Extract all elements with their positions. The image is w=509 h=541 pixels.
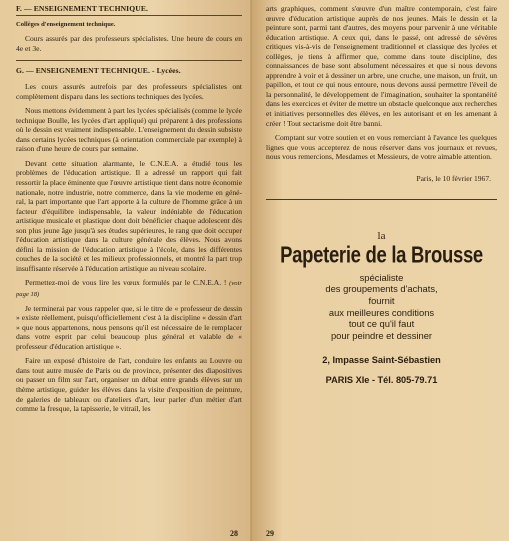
divider xyxy=(16,60,242,61)
section-f-heading: F. — ENSEIGNEMENT TECHNIQUE. xyxy=(16,4,148,13)
left-page xyxy=(0,0,252,541)
page-number-right: 29 xyxy=(266,529,274,538)
voir-page-ref: (voir page 18) xyxy=(16,280,242,299)
section-f-subheading: Collèges d'enseignement technique. xyxy=(16,21,116,28)
paragraph: Faire un exposé d'histoire de l'art, conduire les enfants au Louvre ou dans tout autre musée de Paris ou de province, présenter des diapositives ou passer un film sur l'art, organiser un débat entre grands élèves sur un thème artistique, guider les élèves dans la visite d'exposition de peinture, de galeries de tableaux ou d'ateliers d'art, leur parler d'un métier d'art comme la fresque, la tapisserie, le vitrail, les xyxy=(16,356,242,414)
ad-article: la xyxy=(377,229,386,242)
paragraph: Comptant sur votre soutien et en vous remerciant à l'avance les quelques lignes que vous accepterez de nous réserver dans vos journaux et revues, nous vous remercions, Mesdames et Messieurs, de votre aimable attention. xyxy=(266,133,497,162)
advertisement xyxy=(266,200,497,386)
ad-line: pour peindre et dessiner xyxy=(330,329,433,341)
paragraph: Nous mettons évidemment à part les lycées spécialisés (comme le lycée technique Boulle, les lycées d'art appliqué) qui préparent à des professions où le dessin est vraiment indispensable. L'enseignement du dessin subsiste dans certains lycées techniques (à orientation commerciale par exemple) à raison d'une heure de cours par semaine. xyxy=(16,106,242,154)
paragraph: Devant cette situation alarmante, le C.N.E.A. a étudié tous les problèmes de l'éducation artistique. Il a adressé un rapport qui fait ressortir la place éminente que l'œuvre artistique tient dans notre économie nationale, notre industrie, notre commerce, dans la vie moderne en général, la part importante que l'art apporte à la culture de l'homme grâce à un facteur d'équilibre indispensable, la valeur indéniable de l'éducation artistique musicale et plastique dont doit bénéficier chaque adolescent dès son plus jeune âge jusqu'à ses études supérieures, le rang que doit occuper l'éducation artistique dans la culture générale des élèves. Nous avons défini la mission de l'éducation artistique à l'école, dans les différentes couches de la société et les milieux professionnels, et montré la part trop insuffisante réservée à l'éducation artistique au niveau scolaire. xyxy=(16,158,243,273)
section-g-heading: G. — ENSEIGNEMENT TECHNIQUE. - Lycées. xyxy=(16,66,181,76)
ad-address: 2, Impasse Saint-Sébastien xyxy=(322,355,441,366)
paragraph: arts graphiques, comment s'œuvre d'un maître contemporain, c'est faire œuvre d'éducation artistique auprès de nos jeunes. Mais le dessin et la peinture sont, parmi tant d'autres, des moyens pour parvenir à une véritable éducation artistique. A ceux qui, dans le passé, ont adressé de sévères critiques vis-à-vis de l'enseignement traditionnel et classique des lycées et collèges, je tiens à affirmer que, comme dans toute discipline, des connaissances de base sont absolument nécessaires et que si nous devons apprendre à voir et à dessiner un arbre, une cruche, une maison, un fruit, un papillon, et tout ce qui nous entoure, nous devons aussi permettre l'éveil de la personnalité, le développement de l'imagination, souhaiter la spontanéité dans les exercices et éviter de mettre un obstacle quelconque aux recherches et initiatives personnelles des élèves, en les autorisant et en les amenant à créer ! Tout sectarisme doit être banni. xyxy=(266,4,497,128)
section-f-paragraph: Cours assurés par des professeurs spécialistes. Une heure de cours en 4e et 3e. xyxy=(16,34,242,53)
page-number-left: 28 xyxy=(230,529,238,538)
ad-line: spécialiste xyxy=(359,271,404,283)
ad-line: aux meilleures conditions xyxy=(328,306,435,318)
paragraph: Les cours assurés autrefois par des professeurs spécialistes ont complètement disparu dans les sections techniques des lycées. xyxy=(16,82,242,101)
voeux-text: Permettez-moi de vous lire les vœux formulés par le C.N.E.A. ! xyxy=(25,278,227,288)
ad-brand-name: Papeterie de la Brousse xyxy=(280,241,483,268)
ad-line: des groupements d'achats, xyxy=(325,283,438,295)
right-page xyxy=(252,0,509,541)
divider xyxy=(16,15,242,16)
ad-city-phone: PARIS XIe - Tél. 805-79.71 xyxy=(325,375,438,386)
paragraph: Je terminerai par vous rappeler que, si le titre de « professeur de dessin » existe réellement, puisqu'officiellement c'est à la discipline « dessin d'art » que nous appartenons, nous pensons qu'il est nécessaire de le remplacer dans votre esprit par celui beaucoup plus général et valable de « professeur d'éducation artistique ». xyxy=(16,303,242,351)
letter-date: Paris, le 10 février 1967. xyxy=(416,173,491,183)
ad-line: tout ce qu'il faut xyxy=(348,318,415,330)
paragraph-voeux xyxy=(16,278,242,299)
ad-line: fournit xyxy=(368,294,395,306)
